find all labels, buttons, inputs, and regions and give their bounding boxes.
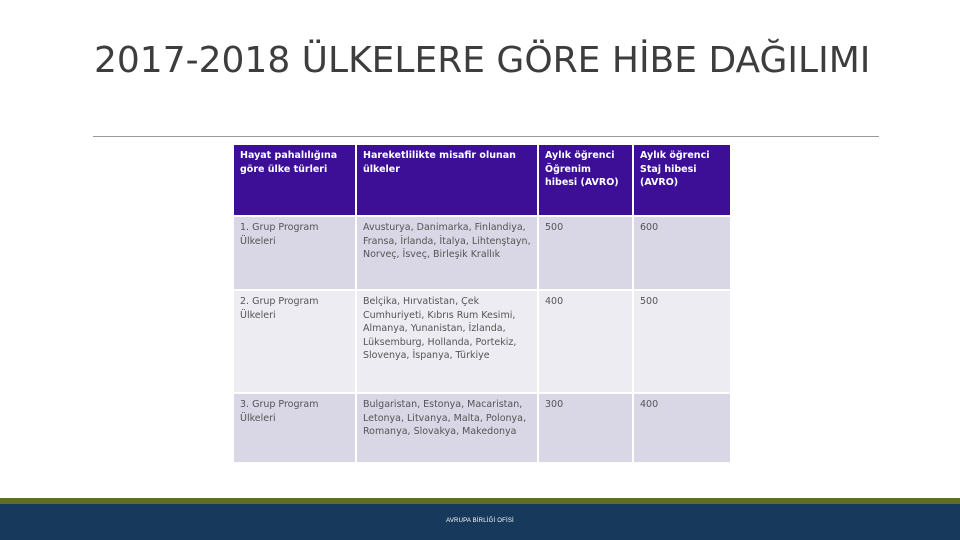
countries-cell: Belçika, Hırvatistan, Çek Cumhuriyeti, Kıbrıs Rum Kesimi, Almanya, Yunanistan, İzlanda, Lüksemburg, Hollanda, Portekiz, Slovenya, İspanya, Türkiye bbox=[356, 290, 538, 393]
countries-cell: Bulgaristan, Estonya, Macaristan, Letonya, Litvanya, Malta, Polonya, Romanya, Slovakya, Makedonya bbox=[356, 393, 538, 463]
grant-table bbox=[234, 145, 730, 464]
header-study-grant: Aylık öğrenci Öğrenim hibesi (AVRO) bbox=[538, 145, 633, 216]
group-cell: 2. Grup Program Ülkeleri bbox=[234, 290, 356, 393]
study-grant-cell: 500 bbox=[538, 216, 633, 290]
group-cell: 1. Grup Program Ülkeleri bbox=[234, 216, 356, 290]
countries-cell: Avusturya, Danimarka, Finlandiya, Fransa, İrlanda, İtalya, Lihtenştayn, Norveç, İsveç, Birleşik Krallık bbox=[356, 216, 538, 290]
title-divider bbox=[93, 136, 879, 137]
header-host-countries: Hareketlilikte misafir olunan ülkeler bbox=[356, 145, 538, 216]
table-row bbox=[234, 393, 730, 463]
table-row bbox=[234, 290, 730, 393]
internship-grant-cell: 500 bbox=[633, 290, 730, 393]
study-grant-cell: 300 bbox=[538, 393, 633, 463]
internship-grant-cell: 600 bbox=[633, 216, 730, 290]
header-internship-grant: Aylık öğrenci Staj hibesi (AVRO) bbox=[633, 145, 730, 216]
header-country-type: Hayat pahalılığına göre ülke türleri bbox=[234, 145, 356, 216]
footer-text: AVRUPA BİRLİĞİ OFİSİ bbox=[446, 518, 514, 524]
study-grant-cell: 400 bbox=[538, 290, 633, 393]
internship-grant-cell: 400 bbox=[633, 393, 730, 463]
table-row bbox=[234, 216, 730, 290]
table-header-row bbox=[234, 145, 730, 216]
slide-title: 2017-2018 ÜLKELERE GÖRE HİBE DAĞILIMI bbox=[94, 40, 871, 81]
group-cell: 3. Grup Program Ülkeleri bbox=[234, 393, 356, 463]
